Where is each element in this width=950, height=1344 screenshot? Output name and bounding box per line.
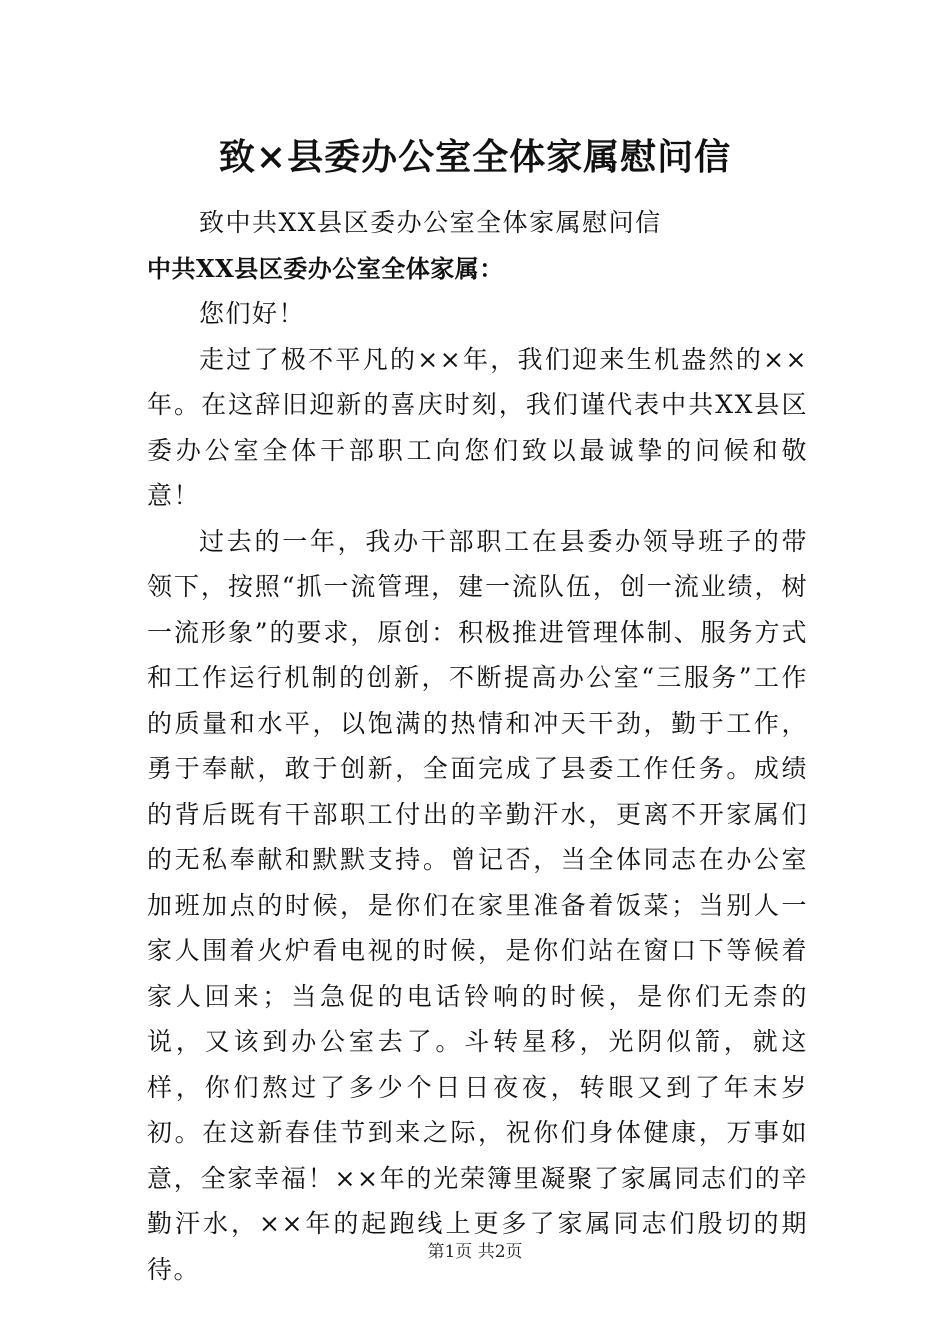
paragraph-1: 走过了极不平凡的××年，我们迎来生机盎然的××年。在这辞旧迎新的喜庆时刻，我们谨代表中共XX县区委办公室全体干部职工向您们致以最诚挚的问候和敬意！ (147, 344, 808, 510)
salutation: 中共XX县区委办公室全体家属： (147, 253, 504, 283)
paragraph-2: 过去的一年，我办干部职工在县委办领导班子的带领下，按照“抓一流管理，建一流队伍，创一流业绩，树一流形象”的要求，原创：积极推进管理体制、服务方式和工作运行机制的创新，不断提高办公室“三服务”工作的质量和水平，以饱满的热情和冲天干劲，勤于工作，勇于奉献，敢于创新，全面完成了县委工作任务。成绩的背后既有干部职工付出的辛勤汗水，更离不开家属们的无私奉献和默默支持。曾记否，当全体同志在办公室加班加点的时候，是你们在家里准备着饭菜；当别人一家人围着火炉看电视的时候，是你们站在窗口下等候着家人回来；当急促的电话铃响的时候，是你们无柰的说，又该到办公室去了。斗转星移，光阴似箭，就这样，你们熬过了多少个日日夜夜，转眼又到了年末岁初。在这新春佳节到来之际，祝你们身体健康，万事如意，全家幸福！××年的光荣簿里凝聚了家属同志们的辛勤汗水，××年的起跑线上更多了家属同志们殷切的期待。 (147, 526, 808, 1284)
document-title: 致×县委办公室全体家属慰问信 (218, 136, 732, 178)
page-indicator: 第1页 共2页 (427, 1242, 523, 1262)
document-body (147, 200, 808, 1292)
greeting: 您们好！ (199, 299, 306, 328)
document-subtitle: 致中共XX县区委办公室全体家属慰问信 (199, 208, 662, 237)
